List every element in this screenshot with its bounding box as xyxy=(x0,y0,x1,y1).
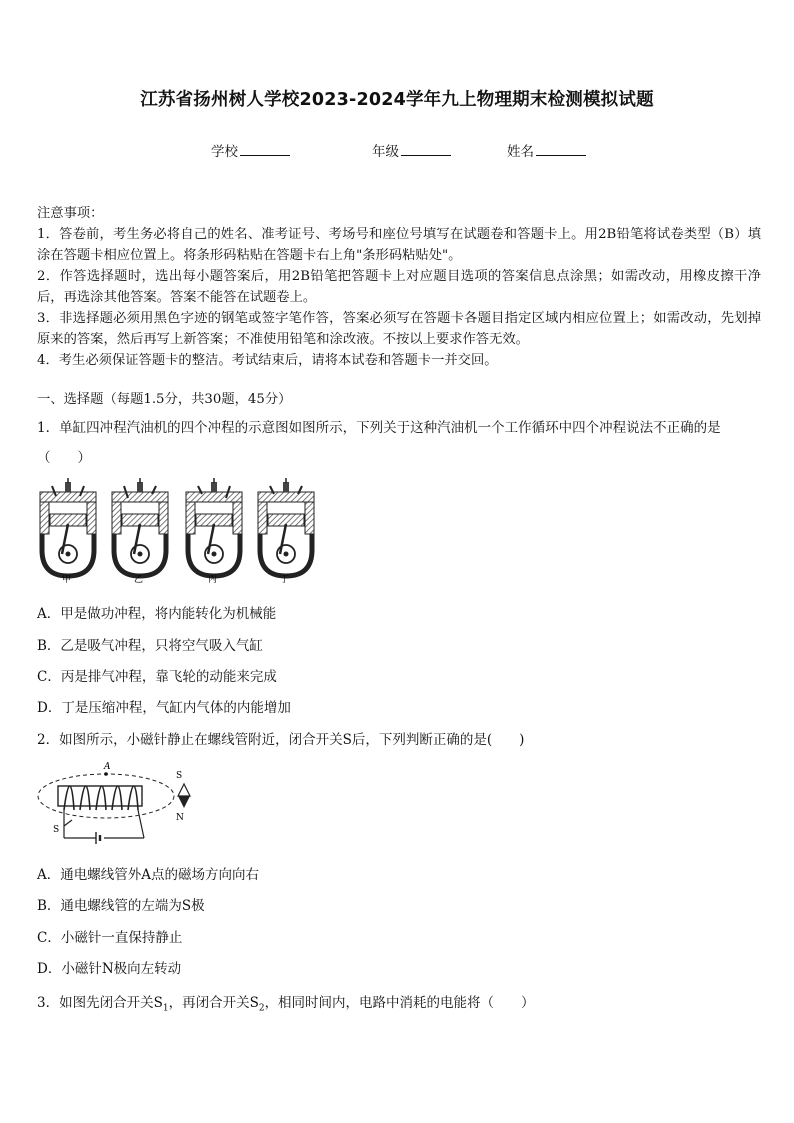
solenoid-figure xyxy=(34,760,194,846)
q1-paren: （ ） xyxy=(37,450,91,466)
note-item: 4．考生必须保证答题卡的整洁。考试结束后，请将本试卷和答题卡一并交回。 xyxy=(37,353,498,368)
section-title: 一、选择题（每题1.5分，共30题，45分） xyxy=(37,392,292,407)
q2-option-d[interactable]: D．小磁针N极向左转动 xyxy=(37,961,182,977)
grade-blank[interactable] xyxy=(401,141,451,156)
q3-sub1: 1 xyxy=(162,1003,169,1014)
q2-option-c[interactable]: C．小磁针一直保持静止 xyxy=(37,930,183,946)
note-item: 3．非选择题必须用黑色字迹的钢笔或签字笔作答，答案必须写在答题卡各题目指定区域内相应位置上；如需改动，先划掉原来的答案，然后再写上新答案；不准使用铅笔和涂改液。不按以上要求作答无效。 xyxy=(37,311,761,347)
engine-strokes-figure xyxy=(34,478,324,586)
notes-heading: 注意事项： xyxy=(37,206,104,221)
q1-option-a[interactable]: A．甲是做功冲程，将内能转化为机械能 xyxy=(37,606,277,622)
q3-stem-part2: ，再闭合开关S xyxy=(168,995,259,1011)
fig-label-bing: 丙 xyxy=(208,575,218,585)
notes-block xyxy=(37,203,761,371)
name-label: 姓名 xyxy=(507,144,534,160)
q2-option-a[interactable]: A．通电螺线管外A点的磁场方向向右 xyxy=(37,867,259,883)
switch-label: S xyxy=(53,825,60,835)
note-item: 1．答卷前，考生务必将自己的姓名、准考证号、考场号和座位号填写在试题卷和答题卡上。用2B铅笔将试卷类型（B）填涂在答题卡相应位置上。将条形码粘贴在答题卡右上角"条形码粘贴处"。 xyxy=(37,227,761,263)
q3-stem xyxy=(37,991,535,1014)
q1-stem: 1．单缸四冲程汽油机的四个冲程的示意图如图所示，下列关于这种汽油机一个工作循环中四个冲程说法不正确的是 xyxy=(37,420,721,436)
q1-option-b[interactable]: B．乙是吸气冲程，只将空气吸入气缸 xyxy=(37,638,263,654)
school-blank[interactable] xyxy=(240,141,290,156)
name-field xyxy=(507,140,586,160)
q3-stem-part1: 3．如图先闭合开关S xyxy=(37,995,163,1011)
q1-option-c[interactable]: C．丙是排气冲程，靠飞轮的动能来完成 xyxy=(37,669,277,685)
q3-sub2: 2 xyxy=(258,1003,265,1014)
fig-label-yi: 乙 xyxy=(134,575,144,585)
name-blank[interactable] xyxy=(536,141,586,156)
school-label: 学校 xyxy=(211,144,238,160)
compass-bottom-label: N xyxy=(176,813,184,823)
q2-option-b[interactable]: B．通电螺线管的左端为S极 xyxy=(37,898,205,914)
grade-field xyxy=(372,140,451,160)
note-item: 2．作答选择题时，选出每小题答案后，用2B铅笔把答题卡上对应题目选项的答案信息点涂黑；如需改动，用橡皮擦干净后，再选涂其他答案。答案不能答在试题卷上。 xyxy=(37,269,761,305)
point-a-label: A xyxy=(104,762,111,772)
grade-label: 年级 xyxy=(372,144,399,160)
fig-label-ding: 丁 xyxy=(280,575,290,585)
q1-option-d[interactable]: D．丁是压缩冲程，气缸内气体的内能增加 xyxy=(37,700,291,716)
school-field xyxy=(211,140,290,160)
q2-stem: 2．如图所示，小磁针静止在螺线管附近，闭合开关S后，下列判断正确的是( ) xyxy=(37,732,525,748)
fig-label-jia: 甲 xyxy=(62,575,72,585)
page-title: 江苏省扬州树人学校2023-2024学年九上物理期末检测模拟试题 xyxy=(140,90,654,110)
compass-top-label: S xyxy=(176,771,183,781)
q3-stem-part3: ，相同时间内，电路中消耗的电能将（ ） xyxy=(264,995,535,1011)
